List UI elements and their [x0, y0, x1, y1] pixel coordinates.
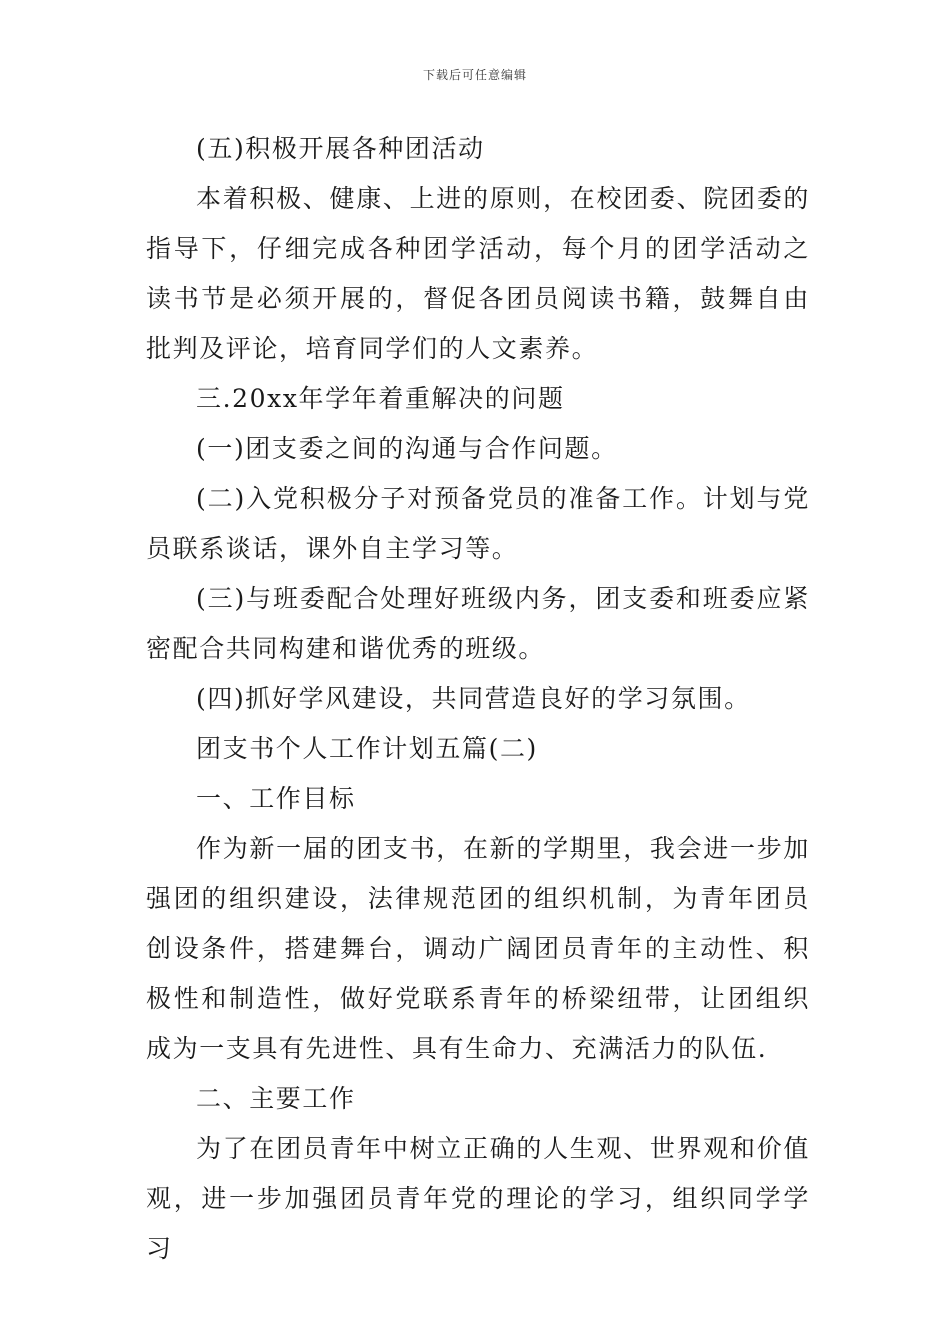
body-paragraph: 为了在团员青年中树立正确的人生观、世界观和价值观，进一步加强团员青年党的理论的学习，组织同学学习 — [146, 1134, 810, 1263]
document-body — [146, 124, 810, 1274]
list-item-three: (三)与班委配合处理好班级内务，团支委和班委应紧密配合共同构建和谐优秀的班级。 — [146, 584, 810, 663]
article-title: 团支书个人工作计划五篇(二) — [196, 734, 538, 763]
list-item-one: (一)团支委之间的沟通与合作问题。 — [196, 434, 618, 463]
section-heading-goal: 一、工作目标 — [196, 784, 356, 813]
list-item-four: (四)抓好学风建设，共同营造良好的学习氛围。 — [196, 684, 751, 713]
section-heading-five: (五)积极开展各种团活动 — [196, 134, 485, 163]
section-heading-three: 三.20xx年学年着重解决的问题 — [196, 384, 565, 413]
list-item-two: (二)入党积极分子对预备党员的准备工作。计划与党员联系谈话，课外自主学习等。 — [146, 484, 810, 563]
body-paragraph: 本着积极、健康、上进的原则，在校团委、院团委的指导下，仔细完成各种团学活动，每个月的团学活动之读书节是必须开展的，督促各团员阅读书籍，鼓舞自由批判及评论，培育同学们的人文素养。 — [146, 184, 810, 363]
section-heading-main-work: 二、主要工作 — [196, 1084, 356, 1113]
page-header: 下载后可任意编辑 — [422, 68, 527, 82]
body-paragraph: 作为新一届的团支书，在新的学期里，我会进一步加强团的组织建设，法律规范团的组织机制，为青年团员创设条件，搭建舞台，调动广阔团员青年的主动性、积极性和制造性，做好党联系青年的桥梁纽带，让团组织成为一支具有先进性、具有生命力、充满活力的队伍. — [146, 834, 810, 1063]
